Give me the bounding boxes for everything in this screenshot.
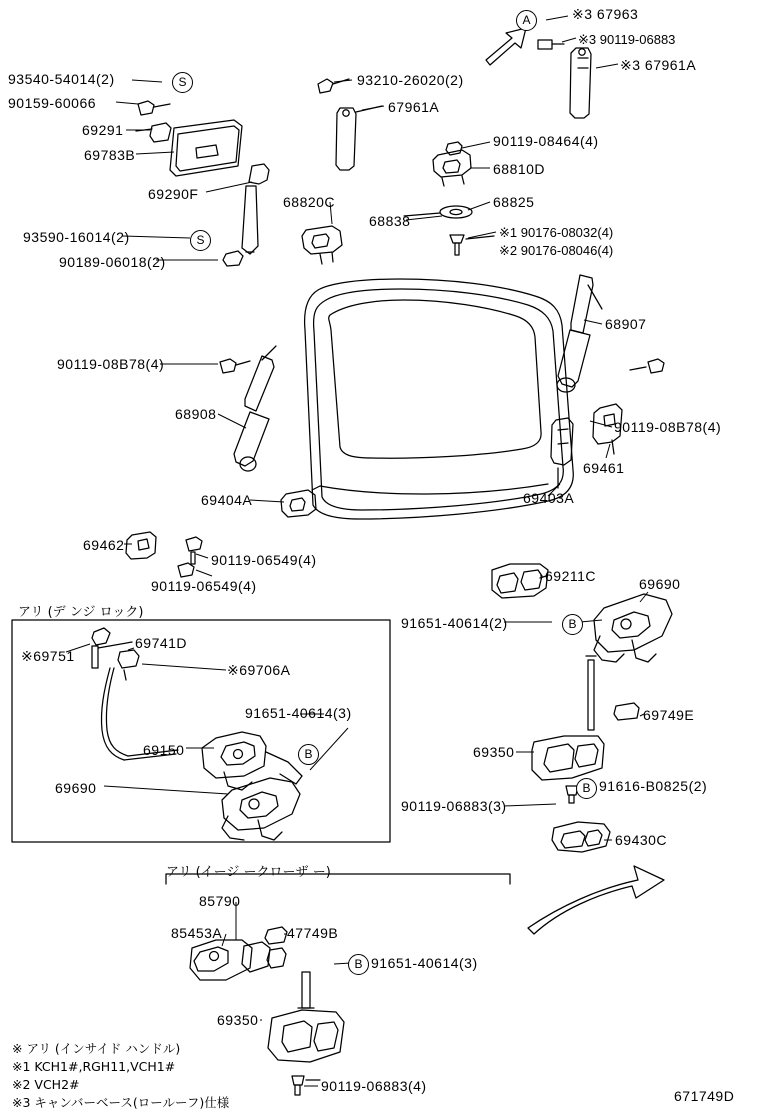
part-label-90119-06883-3: 90119-06883(3): [401, 798, 507, 814]
part-label-69211C: 69211C: [545, 568, 597, 584]
part-label-90119-08B78-right: 90119-08B78(4): [614, 419, 722, 435]
part-label-68820C: 68820C: [283, 194, 336, 210]
part-label-68838: 68838: [369, 213, 411, 229]
marker-S-1: S: [172, 72, 193, 93]
part-label-90176-08046: ※2 90176-08046(4): [499, 243, 614, 258]
part-label-67961A-right: ※3 67961A: [620, 57, 697, 73]
part-label-93540-54014: 93540-54014(2): [8, 71, 115, 87]
footnote-2: ※1 KCH1#,RGH11,VCH1#: [12, 1059, 176, 1074]
part-label-69404A: 69404A: [201, 492, 253, 508]
part-label-69403A: 69403A: [523, 490, 575, 506]
part-label-90176-08032: ※1 90176-08032(4): [499, 225, 614, 240]
part-label-69150: 69150: [143, 742, 185, 758]
part-label-69706A: ※69706A: [227, 662, 291, 678]
part-label-69290F: 69290F: [148, 186, 199, 202]
part-label-68907: 68907: [605, 316, 647, 332]
marker-S-2: S: [190, 230, 211, 251]
part-label-68825: 68825: [493, 194, 535, 210]
part-label-69741D: 69741D: [135, 635, 188, 651]
part-label-69350-right: 69350: [473, 744, 515, 760]
group-title-electric-lock: アリ (デ ンジ ロック): [18, 605, 144, 620]
part-label-67961A: 67961A: [388, 99, 440, 115]
part-label-90119-06549-1: 90119-06549(4): [211, 552, 317, 568]
marker-B-2: B: [298, 744, 319, 765]
marker-B-4: B: [348, 954, 369, 975]
footnote-1: ※ アリ (インサイド ハンドル): [12, 1041, 181, 1056]
figure-number: 671749D: [674, 1088, 735, 1104]
part-label-68908: 68908: [175, 406, 217, 422]
part-label-90119-08B78-left: 90119-08B78(4): [57, 356, 165, 372]
part-label-90159-60066: 90159-60066: [8, 95, 97, 111]
part-label-90119-08464: 90119-08464(4): [493, 133, 599, 149]
part-label-69751: ※69751: [21, 648, 75, 664]
part-label-90119-06883-top: ※3 90119-06883: [578, 32, 676, 47]
part-label-68810D: 68810D: [493, 161, 546, 177]
part-label-85453A: 85453A: [171, 925, 223, 941]
part-label-67963: ※3 67963: [572, 6, 639, 22]
part-label-91616-B0825: 91616-B0825(2): [599, 778, 708, 794]
part-label-69462: 69462: [83, 537, 125, 553]
part-label-90119-06549-2: 90119-06549(4): [151, 578, 257, 594]
footnote-3: ※2 VCH2#: [12, 1077, 80, 1092]
part-label-69350-bottom: 69350: [217, 1012, 259, 1028]
part-label-90119-06883-4: 90119-06883(4): [321, 1078, 427, 1094]
part-label-69690-right: 69690: [639, 576, 681, 592]
part-label-93210-26020: 93210-26020(2): [357, 72, 464, 88]
part-label-69461: 69461: [583, 460, 625, 476]
footnote-4: ※3 キャンバーベース(ロールーフ)仕様: [12, 1095, 230, 1110]
part-label-69291: 69291: [82, 122, 124, 138]
part-label-69430C: 69430C: [615, 832, 668, 848]
part-label-91651-40614-3a: 91651-40614(3): [245, 705, 352, 721]
part-label-47749B: 47749B: [287, 925, 339, 941]
group-title-easy-closer: アリ (イージ ークローザ ー): [166, 865, 331, 880]
part-label-93590-16014: 93590-16014(2): [23, 229, 130, 245]
part-label-91651-40614-2: 91651-40614(2): [401, 615, 508, 631]
part-label-85790: 85790: [199, 893, 241, 909]
part-label-90189-06018: 90189-06018(2): [59, 254, 166, 270]
part-label-69783B: 69783B: [84, 147, 136, 163]
marker-B-3: B: [576, 778, 597, 799]
marker-A: A: [516, 10, 537, 31]
part-label-69690-left: 69690: [55, 780, 97, 796]
part-label-91651-40614-3b: 91651-40614(3): [371, 955, 478, 971]
marker-B-1: B: [562, 614, 583, 635]
part-label-69749E: 69749E: [643, 707, 695, 723]
